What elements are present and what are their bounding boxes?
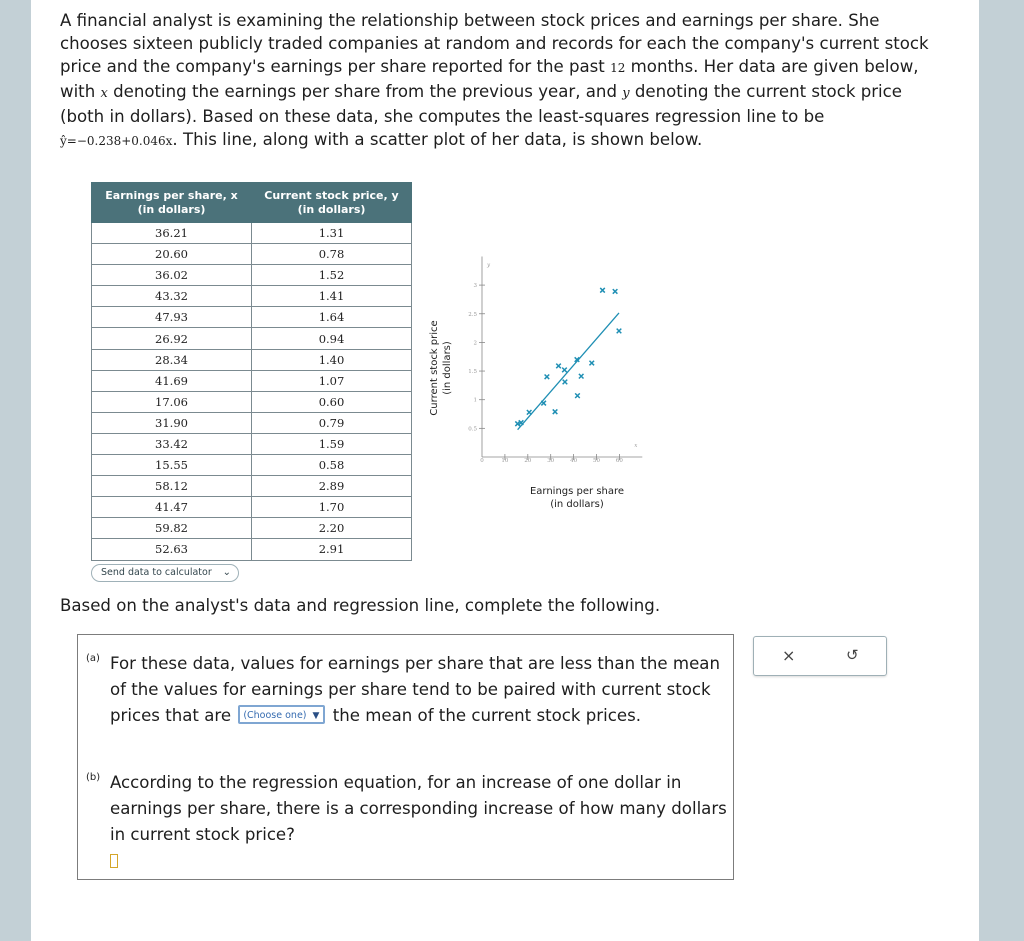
earnings-cell: 33.42 [92, 433, 252, 454]
x-tick-label: 30 [547, 458, 555, 464]
stock-price-cell: 1.52 [252, 265, 412, 286]
y-tick-label: 0.5 [468, 426, 477, 433]
stock-price-cell: 0.58 [252, 455, 412, 476]
choose-one-dropdown[interactable]: (Choose one) ▼ [238, 705, 325, 724]
table-row [92, 391, 412, 412]
data-point [575, 393, 580, 398]
x-tick-label: 40 [570, 458, 578, 464]
regression-equation: ŷ=−0.238+0.046x [60, 134, 173, 148]
earnings-cell: 17.06 [92, 391, 252, 412]
header-earnings: Earnings per share, x (in dollars) [92, 183, 252, 223]
stock-price-cell: 1.07 [252, 370, 412, 391]
y-tick-label: 1.5 [468, 369, 477, 376]
x-variable: x [100, 86, 108, 101]
stock-price-cell: 1.41 [252, 286, 412, 307]
table-row [92, 328, 412, 349]
earnings-cell: 28.34 [92, 349, 252, 370]
data-table [91, 182, 412, 561]
data-point [553, 409, 558, 414]
clear-button[interactable]: × [782, 646, 796, 665]
data-point [527, 410, 532, 415]
earnings-cell: 59.82 [92, 518, 252, 539]
data-point [562, 368, 567, 373]
y-tick-label: 3 [473, 283, 477, 290]
data-point [556, 364, 561, 369]
chevron-down-icon: ⌄ [222, 567, 231, 578]
header-stock-price: Current stock price, y (in dollars) [252, 183, 412, 223]
x-tick-label: 10 [501, 458, 509, 464]
data-point [545, 374, 550, 379]
earnings-cell: 15.55 [92, 455, 252, 476]
earnings-cell: 43.32 [92, 286, 252, 307]
undo-button[interactable]: ↺ [846, 646, 859, 664]
table-row [92, 349, 412, 370]
table-row [92, 244, 412, 265]
instructions: Based on the analyst's data and regression line, complete the following. [60, 596, 661, 615]
data-point [617, 329, 622, 334]
months-value: 12 [610, 61, 626, 75]
y-axis-variable: y [487, 262, 491, 269]
earnings-cell: 31.90 [92, 412, 252, 433]
regression-line [518, 313, 619, 430]
answer-input[interactable] [110, 854, 118, 868]
y-tick-label: 2.5 [468, 311, 477, 318]
stock-price-cell: 0.60 [252, 391, 412, 412]
table-row [92, 539, 412, 560]
send-data-label: Send data to calculator [101, 567, 212, 578]
data-point [600, 288, 605, 293]
earnings-cell: 26.92 [92, 328, 252, 349]
question-b-label: (b) [86, 772, 101, 783]
earnings-cell: 52.63 [92, 539, 252, 560]
stock-price-cell: 0.79 [252, 412, 412, 433]
earnings-cell: 47.93 [92, 307, 252, 328]
x-axis-label: Earnings per share (in dollars) [529, 486, 625, 510]
data-point [589, 361, 594, 366]
earnings-cell: 41.69 [92, 370, 252, 391]
problem-intro: A financial analyst is examining the relationship between stock prices and earnings per share. She chooses sixteen publicly traded companies at random and records for each the company's current stock price and the company's earnings per share reported for the past 12 months. Her data are given below, with x denoting the earnings per share from the previous year, and y denoting the current stock price (both in dollars). Based on these data, she computes the least-squares regression line to be ŷ=−0.238+0.046x. This line, along with a scatter plot of her data, is shown below. [60, 11, 929, 149]
data-point [579, 374, 584, 379]
table-row [92, 286, 412, 307]
stock-price-cell: 0.78 [252, 244, 412, 265]
y-variable: y [622, 86, 630, 101]
stock-price-cell: 2.20 [252, 518, 412, 539]
stock-price-cell: 0.94 [252, 328, 412, 349]
stock-price-cell: 1.40 [252, 349, 412, 370]
earnings-cell: 36.21 [92, 223, 252, 244]
stock-price-cell: 2.91 [252, 539, 412, 560]
table-row [92, 412, 412, 433]
x-axis-variable: x [634, 443, 638, 449]
stock-price-cell: 2.89 [252, 476, 412, 497]
data-point [541, 401, 546, 406]
earnings-cell: 58.12 [92, 476, 252, 497]
stock-price-cell: 1.31 [252, 223, 412, 244]
question-box [77, 634, 734, 880]
scatter-plot [425, 248, 695, 518]
stock-price-cell: 1.70 [252, 497, 412, 518]
dropdown-arrow-icon: ▼ [312, 711, 320, 721]
send-data-button[interactable] [91, 564, 239, 582]
table-row [92, 476, 412, 497]
stock-price-cell: 1.59 [252, 433, 412, 454]
table-row [92, 223, 412, 244]
table-row [92, 370, 412, 391]
stock-price-cell: 1.64 [252, 307, 412, 328]
table-row [92, 455, 412, 476]
table-row [92, 518, 412, 539]
answer-tools [753, 636, 887, 676]
x-tick-label: 0 [480, 458, 484, 464]
x-tick-label: 50 [593, 458, 600, 464]
question-a-text: For these data, values for earnings per share that are less than the mean of the values for earnings per share tend to be paired with current stock prices that are (Choose one) ▼ the mean of the current stock prices. [110, 654, 720, 725]
earnings-cell: 36.02 [92, 265, 252, 286]
earnings-cell: 20.60 [92, 244, 252, 265]
y-tick-label: 1 [473, 397, 477, 404]
question-b-text: According to the regression equation, for an increase of one dollar in earnings per share, there is a corresponding increase of how many dollars in current stock price? [110, 770, 730, 876]
table-row [92, 433, 412, 454]
x-tick-label: 20 [524, 458, 532, 464]
y-axis-label: Current stock price (in dollars) [429, 320, 453, 416]
question-a-label: (a) [86, 653, 100, 664]
data-point [613, 289, 618, 294]
y-tick-label: 2 [473, 340, 477, 347]
table-row [92, 265, 412, 286]
x-tick-label: 60 [615, 458, 623, 464]
table-row [92, 497, 412, 518]
table-row [92, 307, 412, 328]
data-point [563, 380, 568, 385]
earnings-cell: 41.47 [92, 497, 252, 518]
